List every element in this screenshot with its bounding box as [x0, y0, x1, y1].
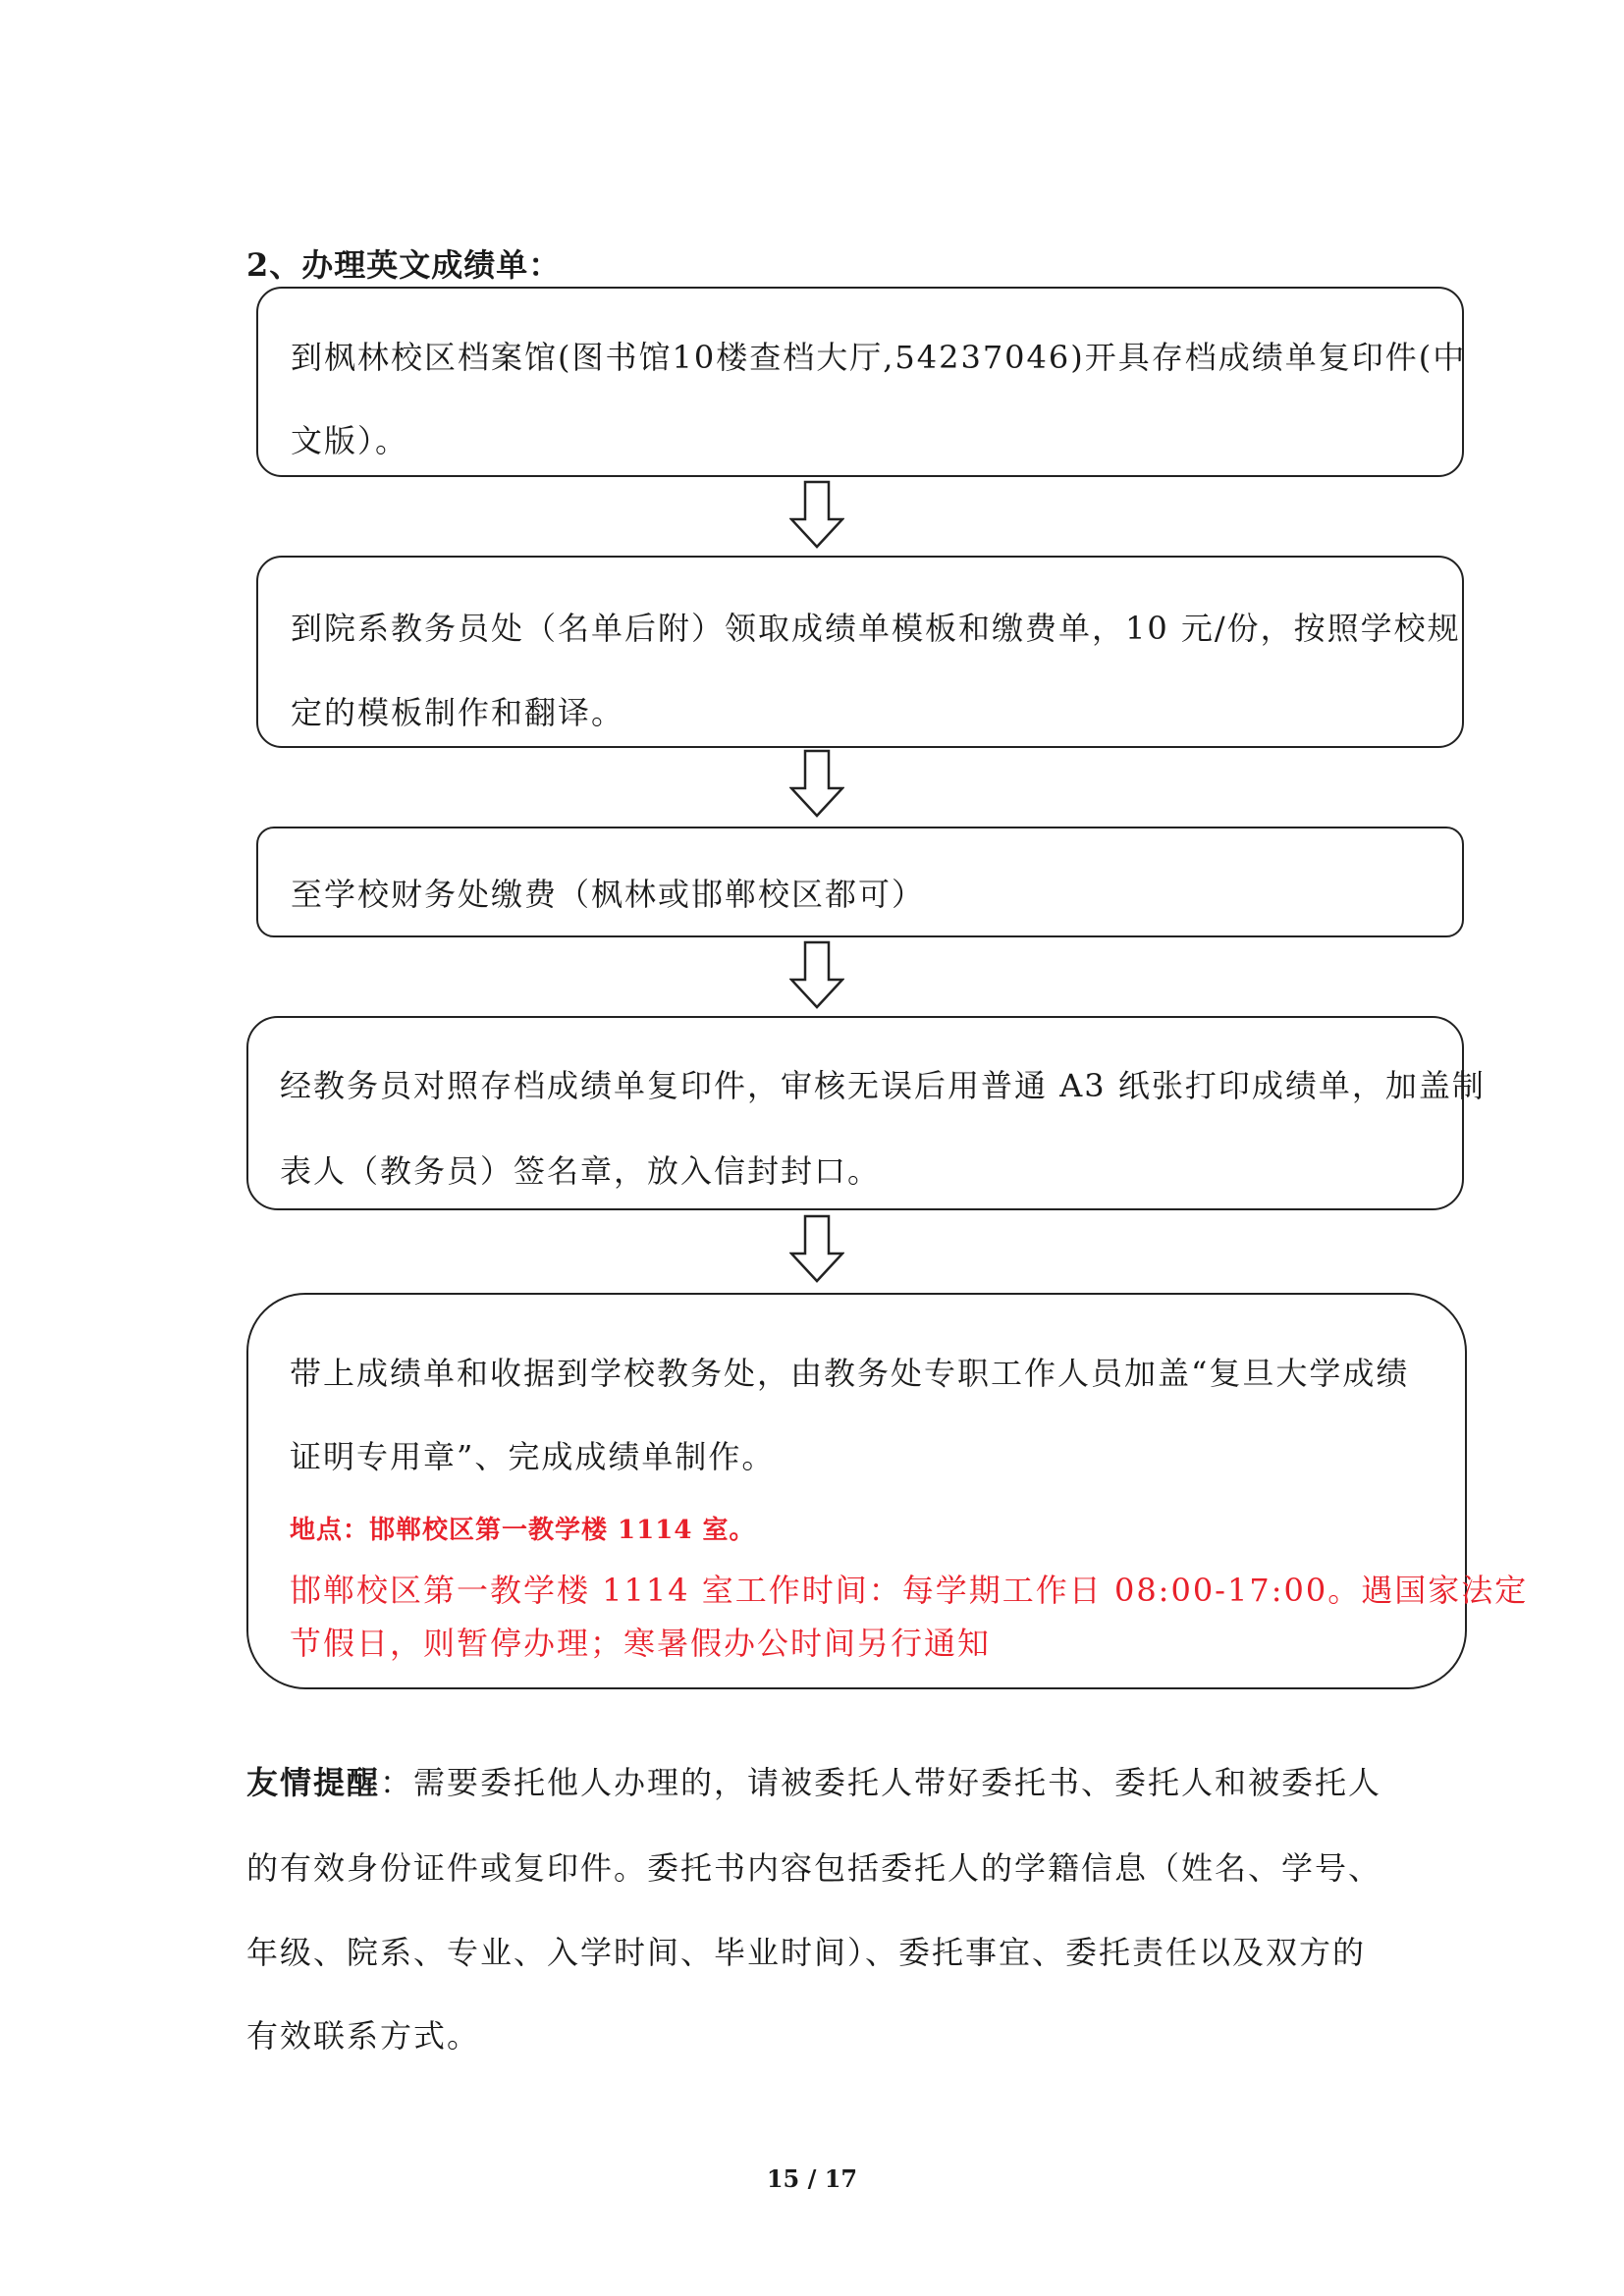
step-5-line-2: 证明专用章”、完成成绩单制作。: [290, 1438, 776, 1475]
location-note: 地点：邯郸校区第一教学楼 1114 室。: [290, 1516, 756, 1545]
step-1-line-1: 到枫林校区档案馆(图书馆10楼查档大厅,54237046)开具存档成绩单复印件(中: [291, 339, 1467, 376]
reminder-line-1: [246, 1758, 1381, 1803]
step-3-line-1: 至学校财务处缴费（枫林或邯郸校区都可）: [291, 876, 926, 913]
flow-step-4: [246, 1016, 1486, 1210]
office-hours-line-2: 节假日，则暂停办理；寒暑假办公时间另行通知: [290, 1625, 992, 1662]
reminder-line-2: 的有效身份证件或复印件。委托书内容包括委托人的学籍信息（姓名、学号、: [246, 1849, 1382, 1887]
reminder-label: 友情提醒: [246, 1764, 381, 1801]
step-2-line-1: 到院系教务员处（名单后附）领取成绩单模板和缴费单，10 元/份，按照学校规: [291, 610, 1461, 647]
flow-step-3: [256, 827, 1464, 937]
reminder-text: ：需要委托他人办理的，请被委托人带好委托书、委托人和被委托人: [380, 1764, 1382, 1801]
reminder-line-4: 有效联系方式。: [246, 2017, 481, 2055]
flow-step-2: [256, 556, 1464, 748]
reminder-line-3: 年级、院系、专业、入学时间、毕业时间）、委托事宜、委托责任以及双方的: [246, 1934, 1367, 1971]
section-heading: 2、办理英文成绩单：: [246, 246, 562, 284]
step-2-line-2: 定的模板制作和翻译。: [291, 694, 625, 731]
step-5-line-1: 带上成绩单和收据到学校教务处，由教务处专职工作人员加盖“复旦大学成绩: [290, 1355, 1410, 1392]
step-4-line-1: 经教务员对照存档成绩单复印件，审核无误后用普通 A3 纸张打印成绩单，加盖制: [280, 1067, 1486, 1104]
office-hours-line-1: 邯郸校区第一教学楼 1114 室工作时间：每学期工作日 08:00-17:00。遇国家法定: [290, 1572, 1529, 1609]
flow-step-5: [246, 1293, 1529, 1689]
page-number: 15 / 17: [766, 2164, 858, 2193]
down-arrow-icon: [789, 480, 844, 549]
step-4-line-2: 表人（教务员）签名章，放入信封封口。: [280, 1152, 882, 1190]
down-arrow-icon: [789, 940, 844, 1009]
down-arrow-icon: [789, 1214, 844, 1283]
flow-step-1: [256, 287, 1467, 477]
down-arrow-icon: [789, 749, 844, 818]
step-1-line-2: 文版）。: [291, 422, 409, 459]
